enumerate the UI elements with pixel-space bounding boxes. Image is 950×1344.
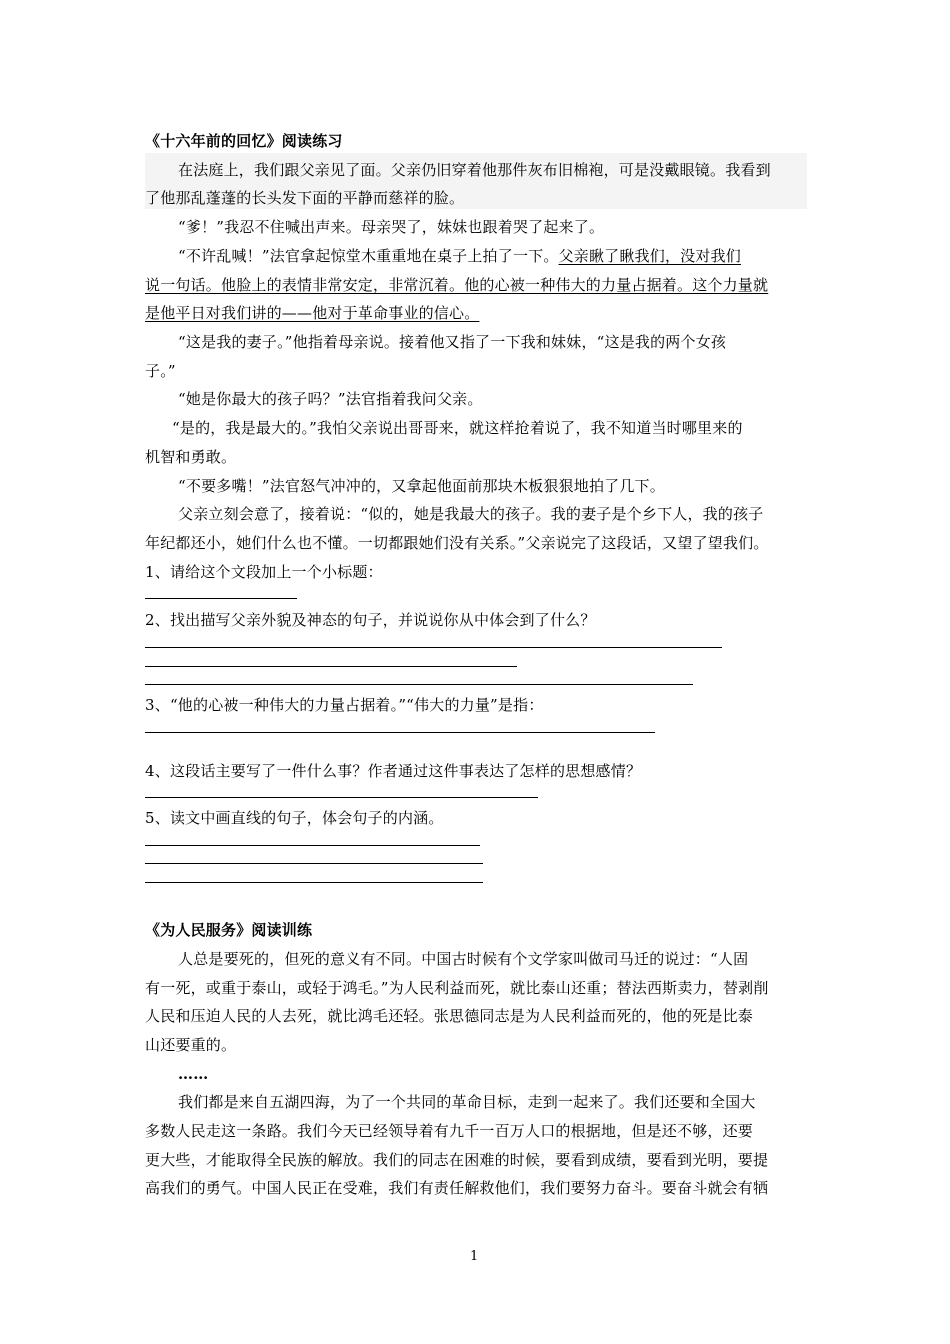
underlined-sentence: 是他平日对我们讲的——他对于革命事业的信心。 xyxy=(145,304,480,322)
answer-line[interactable] xyxy=(145,863,483,864)
question-3: 3、“他的心被一种伟大的力量占据着。”“伟大的力量”是指： xyxy=(145,696,544,714)
paragraph-line xyxy=(178,246,741,266)
paragraph-line: 有一死，或重于泰山，或轻于鸿毛。”为人民利益而死，就比泰山还重；替法西斯卖力，替剥削 xyxy=(145,979,769,997)
paragraph-line: 在法庭上，我们跟父亲见了面。父亲仍旧穿着他那件灰布旧棉袍，可是没戴眼镜。我看到 xyxy=(178,161,771,179)
text-run: “不许乱喊！”法官拿起惊堂木重重地在桌子上拍了一下。 xyxy=(178,247,559,265)
question-5: 5、读文中画直线的句子，体会句子的内涵。 xyxy=(145,809,444,827)
question-1: 1、请给这个文段加上一个小标题： xyxy=(145,563,383,581)
paragraph-line xyxy=(145,303,479,323)
page-number: 1 xyxy=(470,1249,479,1264)
paragraph-line: 机智和勇敢。 xyxy=(145,448,237,466)
answer-line[interactable] xyxy=(145,684,693,685)
question-4: 4、这段话主要写了一件什么事？作者通过这件事表达了怎样的思想感情？ xyxy=(145,762,642,780)
paragraph-line: 子。” xyxy=(145,362,176,380)
paragraph-line: 人总是要死的，但死的意义有不同。中国古时候有个文学家叫做司马迁的说过：“人固 xyxy=(178,950,749,968)
section1-title: 《十六年前的回忆》阅读练习 xyxy=(145,132,343,150)
question-2: 2、找出描写父亲外貌及神态的句子，并说说你从中体会到了什么？ xyxy=(145,611,596,629)
paragraph-line: “她是你最大的孩子吗？”法官指着我问父亲。 xyxy=(178,390,483,408)
answer-line[interactable] xyxy=(145,666,517,667)
answer-line[interactable] xyxy=(145,845,480,846)
answer-line[interactable] xyxy=(145,732,655,733)
answer-line[interactable] xyxy=(145,882,483,883)
paragraph-line: 了他那乱蓬蓬的长头发下面的平静而慈祥的脸。 xyxy=(145,189,465,207)
paragraph-line: “是的，我是最大的。”我怕父亲说出哥哥来，就这样抢着说了，我不知道当时哪里来的 xyxy=(172,419,743,437)
paragraph-line: 多数人民走这一条路。我们今天已经领导着有九千一百万人口的根据地，但是还不够，还要 xyxy=(145,1122,754,1140)
paragraph-line: “爹！”我忍不住喊出声来。母亲哭了，妹妹也跟着哭了起来了。 xyxy=(178,218,605,236)
answer-line[interactable] xyxy=(145,647,722,648)
paragraph-line xyxy=(145,275,768,295)
section2-title: 《为人民服务》阅读训练 xyxy=(145,921,313,939)
answer-line[interactable] xyxy=(145,598,297,599)
paragraph-line: 更大些，才能取得全民族的解放。我们的同志在困难的时候，要看到成绩，要看到光明，要提 xyxy=(145,1151,769,1169)
paragraph-line: 父亲立刻会意了，接着说：“似的，她是我最大的孩子。我的妻子是个乡下人，我的孩子 xyxy=(178,505,764,523)
paragraph-line: “这是我的妻子。”他指着母亲说。接着他又指了一下我和妹妹，“这是我的两个女孩 xyxy=(178,333,727,351)
answer-line[interactable] xyxy=(145,797,538,798)
ellipsis: …… xyxy=(178,1065,209,1083)
paragraph-line: 高我们的勇气。中国人民正在受难，我们有责任解救他们，我们要努力奋斗。要奋斗就会有牺 xyxy=(145,1179,769,1197)
paragraph-line: 年纪都还小，她们什么也不懂。一切都跟她们没有关系。”父亲说完了这段话，又望了望我们。 xyxy=(145,534,769,552)
underlined-sentence: 父亲瞅了瞅我们，没对我们 xyxy=(558,247,741,265)
paragraph-line: 人民和压迫人民的人去死，就比鸿毛还轻。张思德同志是为人民利益而死的，他的死是比泰 xyxy=(145,1007,754,1025)
paragraph-line: “不要多嘴！”法官怒气冲冲的，又拿起他面前那块木板狠狠地拍了几下。 xyxy=(178,477,665,495)
underlined-sentence: 说一句话。他脸上的表情非常安定，非常沉着。他的心被一种伟大的力量占据着。这个力量就 xyxy=(145,276,769,294)
paragraph-line: 我们都是来自五湖四海，为了一个共同的革命目标，走到一起来了。我们还要和全国大 xyxy=(178,1093,756,1111)
paragraph-line: 山还要重的。 xyxy=(145,1036,237,1054)
